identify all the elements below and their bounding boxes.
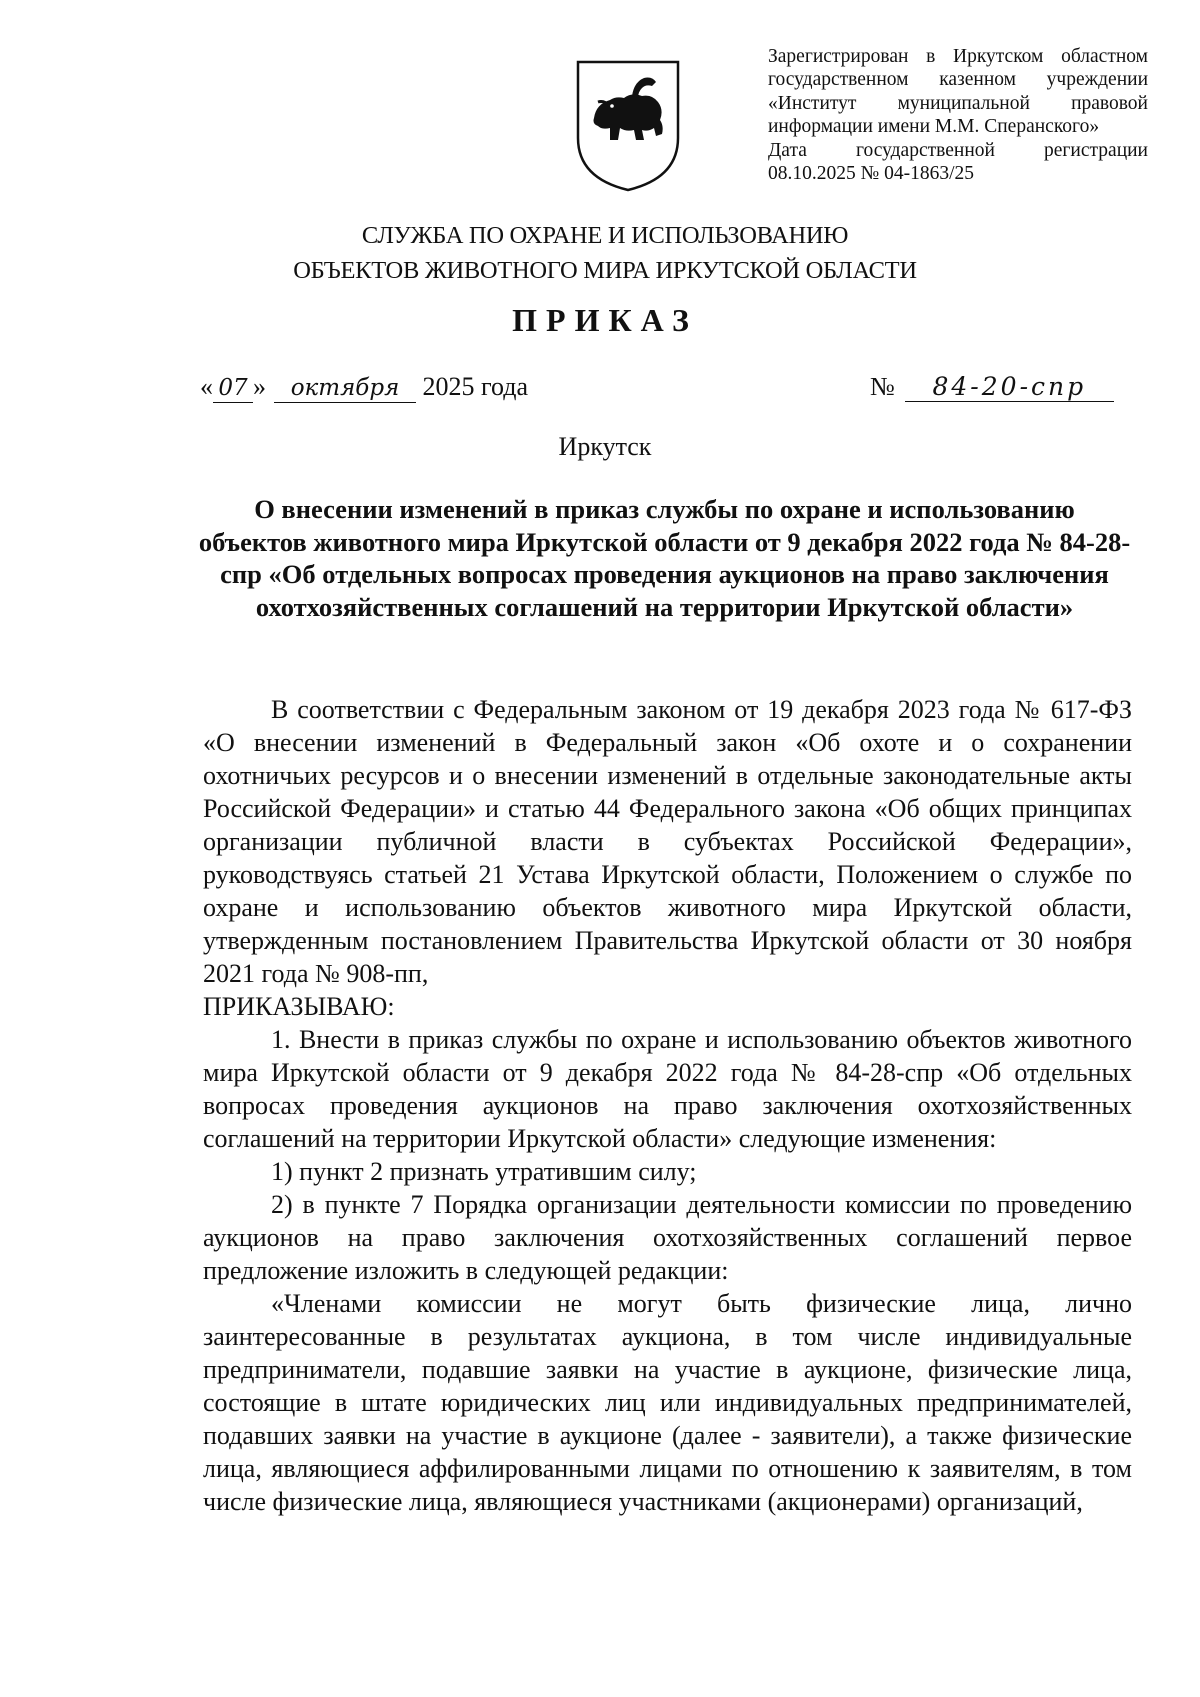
order-heading: О внесении изменений в приказ службы по охране и использованию объектов животного мира Иркутской области от 9 декабря 2022 года № 84-28-спр «Об отдельных вопросах проведения аукционов на право заключения охотхозяйственных соглашений на территории Иркутской области» — [198, 494, 1131, 622]
subclause-2-paragraph: 2) в пункте 7 Порядка организации деятельности комиссии по проведению аукционов на право заключения охотхозяйственных соглашений первое предложение изложить в следующей редакции: — [203, 1190, 1132, 1285]
document-type: ПРИКАЗ — [512, 302, 698, 338]
coat-of-arms-icon — [572, 56, 684, 194]
order-body — [203, 693, 1132, 1518]
date-day: 07 — [213, 374, 253, 403]
date-year: 2025 года — [422, 372, 529, 401]
number-label: № — [870, 372, 895, 401]
subclause-1-paragraph: 1) пункт 2 признать утратившим силу; — [271, 1157, 697, 1186]
registration-text: Зарегистрирован в Иркутском областном государственном казенном учреждении «Институт муниципальной правовой информации имени М.М. Сперанского» — [768, 46, 1148, 138]
clause-1-paragraph: 1. Внести в приказ службы по охране и использованию объектов животного мира Иркутской области от 9 декабря 2022 года № 84-28-спр «Об отдельных вопросах проведения аукционов на право заключения охотхозяйственных соглашений на территории Иркутской области» следующие изменения: — [203, 1025, 1132, 1153]
preamble-paragraph: В соответствии с Федеральным законом от 19 декабря 2023 года № 617-ФЗ «О внесении изменений в Федеральный закон «Об охоте и о сохранении охотничьих ресурсов и о внесении изменений в отдельные законодательные акты Российской Федерации» и статью 44 Федерального закона «Об общих принципах организации публичной власти в субъектах Российской Федерации», руководствуясь статьей 21 Устава Иркутской области, Положением о службе по охране и использованию объектов животного мира Иркутской области, утвержденным постановлением Правительства Иркутской области от 30 ноября 2021 года № 908-пп, — [203, 695, 1132, 988]
registration-stamp — [768, 45, 1148, 185]
agency-name-line-1: СЛУЖБА ПО ОХРАНЕ И ИСПОЛЬЗОВАНИЮ — [361, 222, 849, 249]
date-open-quote: « — [200, 372, 213, 401]
agency-name-line-2: ОБЪЕКТОВ ЖИВОТНОГО МИРА ИРКУТСКОЙ ОБЛАСТИ — [293, 257, 917, 284]
registration-date: Дата государственной регистрации 08.10.2025 № 04-1863/25 — [768, 139, 1148, 185]
number-value: 84-20-спр — [905, 373, 1114, 402]
date-close-quote: » — [253, 372, 266, 401]
order-keyword: ПРИКАЗЫВАЮ: — [203, 992, 395, 1021]
order-number — [870, 372, 1114, 402]
new-wording-paragraph: «Членами комиссии не могут быть физические лица, лично заинтересованные в результатах аукциона, в том числе индивидуальные предприниматели, подавшие заявки на участие в аукционе, физические лица, состоящие в штате юридических лиц или индивидуальных предпринимателей, подавших заявки на участие в аукционе (далее - заявители), а также физические лица, являющиеся аффилированными лицами по отношению к заявителям, в том числе физические лица, являющиеся участниками (акционерами) организаций, — [203, 1289, 1132, 1516]
city: Иркутск — [558, 432, 652, 461]
order-date — [200, 372, 528, 403]
date-month: октября — [274, 374, 416, 403]
